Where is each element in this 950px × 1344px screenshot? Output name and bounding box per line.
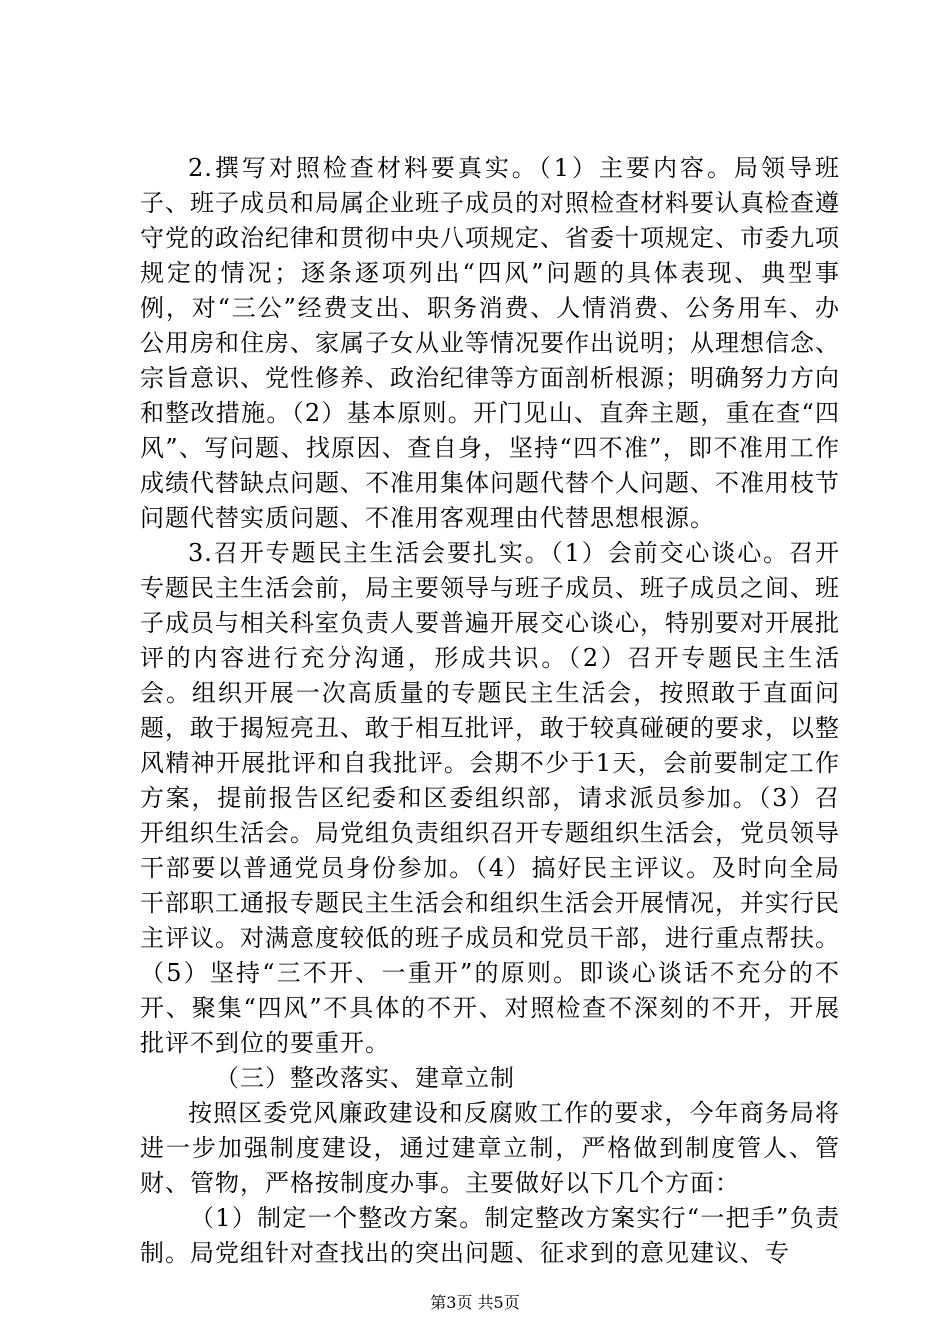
document-body [140, 151, 840, 1271]
page-footer [0, 1293, 950, 1313]
paragraph-item-3: 3.召开专题民主生活会要扎实。（1）会前交心谈心。召开专题民主生活会前，局主要领导与班子成员、班子成员之间、班子成员与相关科室负责人要普遍开展交心谈心，特别要对开展批评的内容进行充分沟通，形成共识。（2）召开专题民主生活会。组织开展一次高质量的专题民主生活会，按照敢于直面问题，敢于揭短亮丑、敢于相互批评，敢于较真碰硬的要求，以整风精神开展批评和自我批评。会期不少于1天，会前要制定工作方案，提前报告区纪委和区委组织部，请求派员参加。（3）召开组织生活会。局党组负责组织召开专题组织生活会，党员领导干部要以普通党员身份参加。（4）搞好民主评议。及时向全局干部职工通报专题民主生活会和组织生活会开展情况，并实行民主评议。对满意度较低的班子成员和党员干部，进行重点帮扶。（5）坚持“三不开、一重开”的原则。即谈心谈话不充分的不开、聚集“四风”不具体的不开、对照检查不深刻的不开，开展批评不到位的要重开。 [140, 539, 840, 1057]
page-number-label: 第3页 共5页 [430, 1293, 520, 1312]
paragraph-sub-1: （1）制定一个整改方案。制定整改方案实行“一把手”负责制。局党组针对查找出的突出问题、征求到的意见建议、专 [140, 1204, 840, 1267]
paragraph-intro: 按照区委党风廉政建设和反腐败工作的要求，今年商务局将进一步加强制度建设，通过建章立制，严格做到制度管人、管财、管物，严格按制度办事。主要做好以下几个方面： [140, 1099, 840, 1197]
paragraph-item-2: 2.撰写对照检查材料要真实。（1）主要内容。局领导班子、班子成员和局属企业班子成员的对照检查材料要认真检查遵守党的政治纪律和贯彻中央八项规定、省委十项规定、市委九项规定的情况；逐条逐项列出“四风”问题的具体表现、典型事例，对“三公”经费支出、职务消费、人情消费、公务用车、办公用房和住房、家属子女从业等情况要作出说明；从理想信念、宗旨意识、党性修养、政治纪律等方面剖析根源；明确努力方向和整改措施。（2）基本原则。开门见山、直奔主题，重在查“四风”、写问题、找原因、查自身，坚持“四不准”，即不准用工作成绩代替缺点问题、不准用集体问题代替个人问题、不准用枝节问题代替实质问题、不准用客观理由代替思想根源。 [140, 154, 840, 532]
section-heading-3: （三）整改落实、建章立制 [215, 1064, 515, 1092]
